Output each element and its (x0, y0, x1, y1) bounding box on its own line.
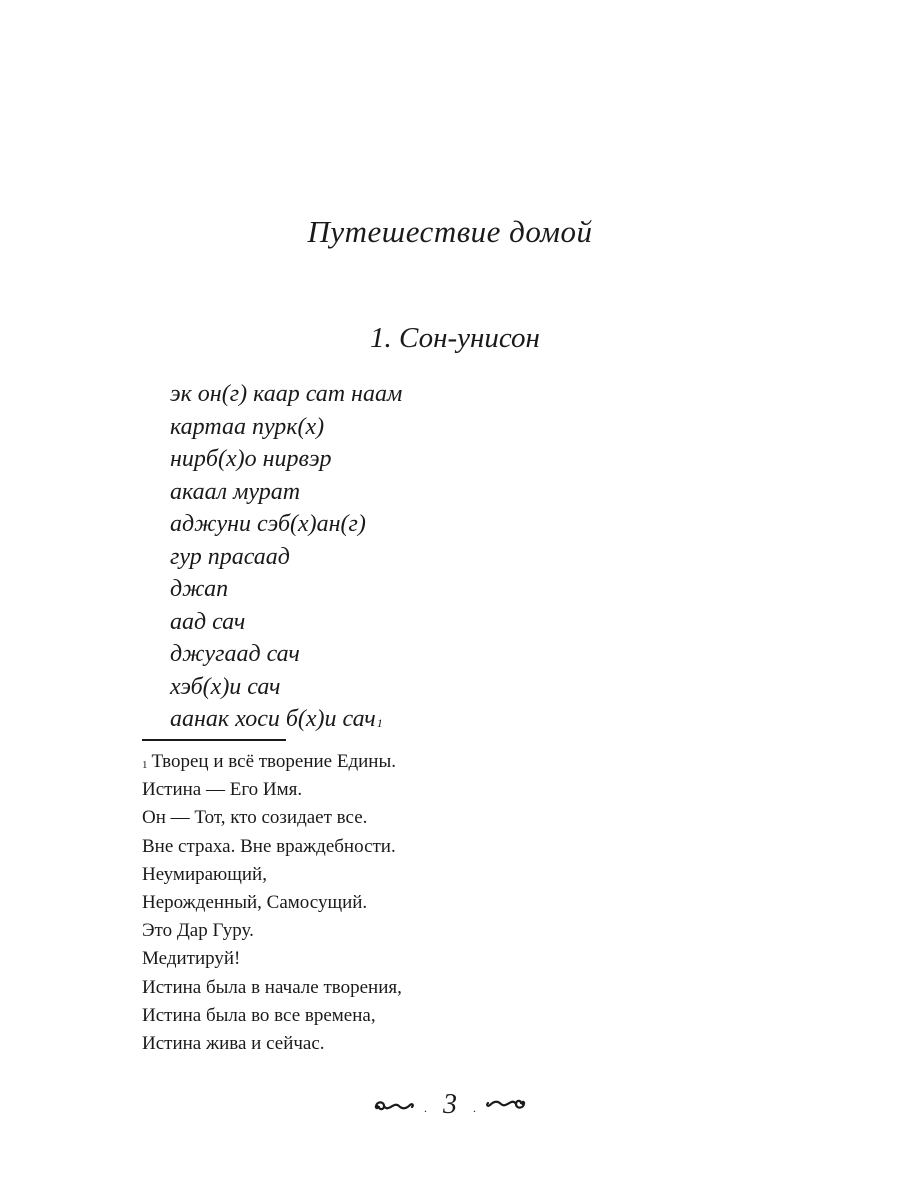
footnote-line: Истина была в начале творения, (142, 976, 402, 998)
footnote-line: Истина была во все времена, (142, 1004, 376, 1026)
folio-dot: . (473, 1100, 476, 1115)
verse-line: джап (170, 576, 229, 602)
footnote-line: Вне страха. Вне враждебности. (142, 835, 396, 857)
verse-line: аад сач (170, 608, 246, 635)
footnote-line: Нерожденный, Самосущий. (142, 891, 368, 913)
verse-line-text: аанак хоси б(х)и сач (170, 706, 376, 732)
flourish-right-icon (482, 1093, 528, 1117)
footnote-line (142, 748, 402, 776)
footnote-reference[interactable]: 1 (376, 716, 383, 730)
verse-line: картаа пурк(х) (170, 413, 325, 440)
page-number: 3 (443, 1089, 457, 1120)
folio-dot: . (424, 1100, 427, 1115)
verse-line: акаал мурат (170, 478, 301, 505)
verse-line: гур прасаад (170, 543, 290, 570)
footnote-line-text: Творец и всё творение Едины. (151, 751, 396, 772)
verse-line: эк он(г) каар сат наам (170, 381, 403, 407)
verse-line: нирб(х)о нирвэр (170, 446, 332, 472)
footnote-line: Он — Тот, кто созидает все. (142, 807, 368, 829)
footnote-line: Истина — Его Имя. (142, 779, 303, 801)
chapter-title: Путешествие домой (307, 214, 593, 249)
page-folio (0, 1085, 900, 1125)
section-title: 1. Сон-унисон (370, 322, 540, 354)
footnote-divider (142, 739, 286, 741)
footnote (142, 748, 402, 1058)
footnote-line: Это Дар Гуру. (142, 920, 254, 942)
verse (170, 378, 402, 736)
verse-line: джугаад сач (170, 641, 300, 667)
footnote-line: Истина жива и сейчас. (142, 1032, 325, 1054)
flourish-left-icon (372, 1093, 418, 1117)
footnote-line: Медитируй! (142, 948, 241, 970)
footnote-marker: 1 (142, 759, 148, 771)
verse-line: аджуни сэб(х)ан(г) (170, 511, 366, 537)
verse-line-last (170, 703, 402, 736)
verse-line: хэб(х)и сач (170, 673, 281, 700)
footnote-line: Неумирающий, (142, 863, 267, 885)
